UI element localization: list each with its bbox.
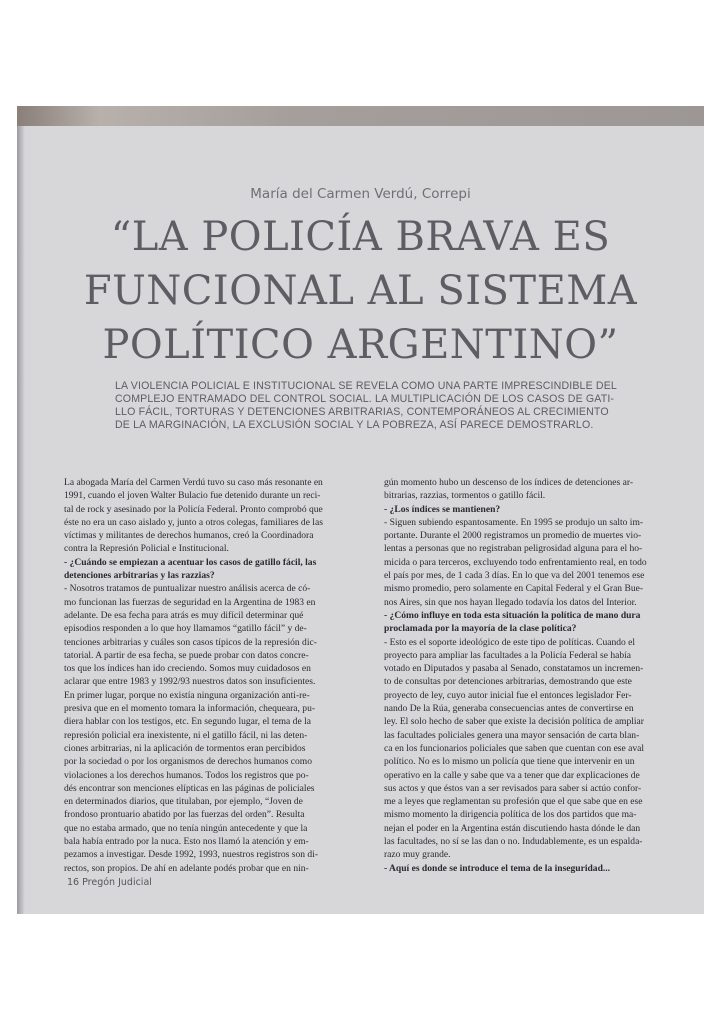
body-line: 1991, cuando el joven Walter Bulacio fue detenido durante un reci- bbox=[64, 490, 321, 502]
body-line: adelante. De esa fecha para atrás es muy difícil determinar qué bbox=[64, 609, 304, 621]
body-line: frondoso prontuario abatido por las fuerzas del orden”. Resulta bbox=[64, 809, 305, 821]
body-line: represión policial era inexistente, ni el gatillo fácil, ni las deten- bbox=[64, 729, 308, 741]
body-line: - Aquí es donde se introduce el tema de la inseguridad... bbox=[384, 862, 611, 874]
body-line: gún momento hubo un descenso de los índices de detenciones ar- bbox=[384, 477, 634, 488]
body-line: mismo promedio, pero solamente en Capital Federal y el Gran Bue- bbox=[384, 583, 644, 595]
body-line: pezamos a investigar. Desde 1992, 1993, nuestros registros son di- bbox=[64, 849, 319, 861]
body-line: - ¿Cuándo se empiezan a acentuar los casos de gatillo fácil, las bbox=[64, 556, 317, 568]
body-line: En primer lugar, porque no existía ninguna organización anti-re- bbox=[64, 689, 310, 701]
body-line: violaciones a los derechos humanos. Todos los registros que po- bbox=[64, 769, 309, 781]
body-line: razo muy grande. bbox=[384, 849, 451, 861]
body-line: lentas a personas que no registraban peligrosidad alguna para el ho- bbox=[384, 543, 643, 555]
body-line: mo funcionan las fuerzas de seguridad en la Argentina de 1983 en bbox=[64, 596, 316, 608]
body-line: episodios responden a lo que hoy llamamos “gatillo fácil” y de- bbox=[64, 623, 307, 635]
lead-line: LLO FÁCIL, TORTURAS Y DETENCIONES ARBITRARIAS, CONTEMPORÁNEOS AL CRECIMIENTO bbox=[115, 406, 609, 418]
body-line: micida o para terceros, excluyendo todo enfrentamiento real, en todo bbox=[384, 556, 647, 568]
lead-line: COMPLEJO ENTRAMADO DEL CONTROL SOCIAL. LA MULTIPLICACIÓN DE LOS CASOS DE GATI- bbox=[115, 393, 615, 405]
body-line: bitrarias, razzias, tormentos o gatillo fácil. bbox=[384, 490, 546, 502]
body-line: - Siguen subiendo espantosamente. En 1995 se produjo un salto im- bbox=[384, 516, 644, 528]
body-line: - Nosotros tratamos de puntualizar nuestro análisis acerca de có- bbox=[64, 583, 311, 595]
body-line: que no estaba armado, que no tenía ningún antecedente y que la bbox=[64, 822, 308, 834]
body-line: proyecto para ampliar las facultades a la Policía Federal se había bbox=[384, 649, 632, 661]
body-line: - ¿Cómo influye en toda esta situación la política de mano dura bbox=[384, 609, 641, 621]
body-line: proclamada por la mayoría de la clase política? bbox=[384, 623, 577, 635]
body-line: La abogada María del Carmen Verdú tuvo su caso más resonante en bbox=[64, 477, 323, 488]
body-line: ley. El solo hecho de saber que existe la decisión política de ampliar bbox=[384, 716, 644, 728]
body-line: por la sociedad o por los organismos de derechos humanos como bbox=[64, 756, 312, 768]
body-line: contra la Represión Policial e Institucional. bbox=[64, 543, 229, 555]
body-line: to de consultas por detenciones arbitrarias, demostrando que este bbox=[384, 676, 632, 688]
body-line: - ¿Los índices se mantienen? bbox=[384, 503, 501, 515]
body-line: presiva que en el momento tomara la información, chequeara, pu- bbox=[64, 703, 316, 715]
article-headline bbox=[17, 210, 704, 372]
body-line: mismo momento la dirigencia política de los dos partidos que ma- bbox=[384, 809, 637, 821]
body-line: nando De la Rúa, generaba consecuencias antes de convertirse en bbox=[384, 703, 634, 715]
body-line: tos que los índices han ido creciendo. Somos muy cuidadosos en bbox=[64, 663, 311, 675]
body-line: ca en los funcionarios policiales que saben que cuentan con ese aval bbox=[384, 742, 645, 754]
headline-line: FUNCIONAL AL SISTEMA bbox=[83, 268, 638, 314]
headline-line: “LA POLICÍA BRAVA ES bbox=[110, 214, 611, 260]
lead-line: DE LA MARGINACIÓN, LA EXCLUSIÓN SOCIAL Y LA POBREZA, ASÍ PARECE DEMOSTRARLO. bbox=[115, 419, 594, 431]
body-line: nos Aires, sin que nos hayan llegado todavía los datos del Interior. bbox=[384, 596, 637, 608]
body-line: rectos, son propios. De ahí en adelante podés probar que en nin- bbox=[64, 862, 309, 874]
body-line: me a leyes que reglamentan su profesión que el que sabe que en ese bbox=[384, 796, 643, 808]
page-top-strip bbox=[17, 106, 704, 126]
magazine-page bbox=[17, 106, 704, 914]
headline-line: POLÍTICO ARGENTINO” bbox=[102, 322, 619, 368]
lead-line: LA VIOLENCIA POLICIAL E INSTITUCIONAL SE REVELA COMO UNA PARTE IMPRESCINDIBLE DEL bbox=[115, 380, 617, 392]
body-line: sus actos y que éstos van a ser revisados para saber si actúo confor- bbox=[384, 782, 642, 794]
body-line: tenciones arbitrarias y cuáles son casos típicos de la represión dic- bbox=[64, 636, 317, 648]
body-line: víctimas y militantes de derechos humanos, creó la Coordinadora bbox=[64, 530, 314, 542]
body-line: el país por mes, de 1 cada 3 días. En lo que va del 2001 tenemos ese bbox=[384, 570, 645, 582]
body-line: tatorial. A partir de esa fecha, se puede probar con datos concre- bbox=[64, 649, 309, 661]
body-line: en determinados diarios, que titulaban, por ejemplo, “Joven de bbox=[64, 796, 303, 808]
body-line: portante. Durante el 2000 registramos un promedio de muertes vio- bbox=[384, 530, 642, 542]
body-line: votado en Diputados y pasaba al Senado, constatamos un incremen- bbox=[384, 663, 644, 675]
body-line: ciones arbitrarias, ni la aplicación de tormentos eran percibidos bbox=[64, 742, 306, 754]
body-line: político. No es lo mismo un policía que tiene que intervenir en un bbox=[384, 756, 635, 768]
body-line: éste no era un caso aislado y, junto a otros colegas, familiares de las bbox=[64, 516, 323, 528]
body-line: dés encontrar son menciones elípticas en las páginas de policiales bbox=[64, 782, 315, 794]
body-line: las facultades policiales genera una mayor sensación de carta blan- bbox=[384, 729, 640, 741]
body-line: aclarar que entre 1983 y 1992/93 nuestros datos son insuficientes. bbox=[64, 676, 316, 688]
body-column-left bbox=[64, 476, 364, 875]
body-line: operativo en la calle y sabe que va a tener que dar explicaciones de bbox=[384, 769, 640, 781]
article-byline: María del Carmen Verdú, Correpi bbox=[250, 186, 471, 202]
body-column-right bbox=[384, 476, 684, 875]
body-line: detenciones arbitrarias y las razzias? bbox=[64, 570, 215, 582]
body-line: - Esto es el soporte ideológico de este tipo de políticas. Cuando el bbox=[384, 636, 636, 648]
page-footer: 16 Pregón Judicial bbox=[67, 877, 152, 888]
body-line: nejan el poder en la Argentina están discutiendo hasta dónde le dan bbox=[384, 822, 641, 834]
body-line: bala había entrado por la nuca. Esto nos llamó la atención y em- bbox=[64, 836, 309, 848]
body-line: diera hablar con los testigos, etc. En segundo lugar, el tema de la bbox=[64, 716, 311, 728]
body-line: proyecto de ley, cuyo autor inicial fue el entonces legislador Fer- bbox=[384, 689, 632, 701]
body-line: tal de rock y asesinado por la Policía Federal. Pronto comprobó que bbox=[64, 503, 323, 515]
article-lead bbox=[115, 380, 655, 432]
body-line: las facultades, no sí se las dan o no. Indudablemente, es un espalda- bbox=[384, 836, 643, 848]
